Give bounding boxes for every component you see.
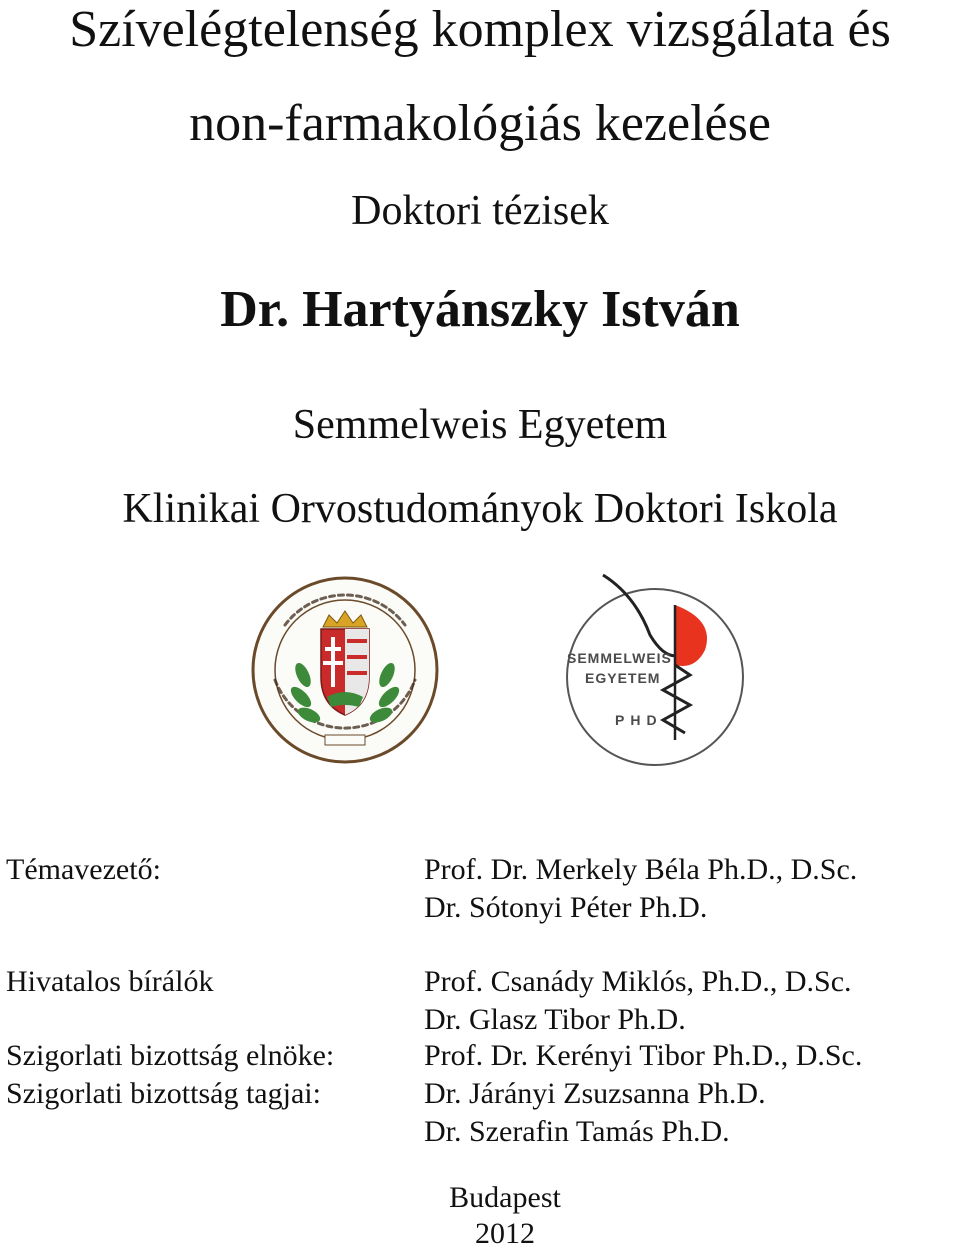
phd-logo-line-3: PHD <box>615 712 663 728</box>
thesis-title-line-2: non-farmakológiás kezelése <box>189 95 771 152</box>
publication-city: Budapest <box>449 1181 561 1214</box>
university-name: Semmelweis Egyetem <box>292 402 668 448</box>
logos-row <box>0 565 960 775</box>
phd-logo-line-1: SEMMELWEIS <box>567 650 672 666</box>
university-seal-icon <box>245 565 445 775</box>
thesis-title-line-1: Szívelégtelenség komplex vizsgálata és <box>69 1 891 58</box>
reviewers-label: Hivatalos bírálók <box>6 965 214 998</box>
supervisor-2: Dr. Sótonyi Péter Ph.D. <box>424 891 708 924</box>
exam-chair: Prof. Dr. Kerényi Tibor Ph.D., D.Sc. <box>424 1039 863 1072</box>
supervisor-label: Témavezető: <box>6 853 161 886</box>
semmelweis-phd-logo-icon <box>555 565 765 775</box>
author-name: Dr. Hartyánszky István <box>220 281 740 338</box>
supervisor-1: Prof. Dr. Merkely Béla Ph.D., D.Sc. <box>424 853 858 886</box>
reviewer-1: Prof. Csanády Miklós, Ph.D., D.Sc. <box>424 965 852 998</box>
publication-year: 2012 <box>475 1217 535 1250</box>
exam-member-1: Dr. Járányi Zsuzsanna Ph.D. <box>424 1077 766 1110</box>
exam-chair-label: Szigorlati bizottság elnöke: <box>6 1039 335 1072</box>
exam-members-label: Szigorlati bizottság tagjai: <box>6 1077 321 1110</box>
phd-logo-line-2: EGYETEM <box>585 670 661 686</box>
exam-member-2: Dr. Szerafin Tamás Ph.D. <box>424 1115 730 1148</box>
document-subtitle: Doktori tézisek <box>351 188 609 234</box>
reviewer-2: Dr. Glasz Tibor Ph.D. <box>424 1003 686 1036</box>
doctoral-school-name: Klinikai Orvostudományok Doktori Iskola <box>122 486 838 532</box>
